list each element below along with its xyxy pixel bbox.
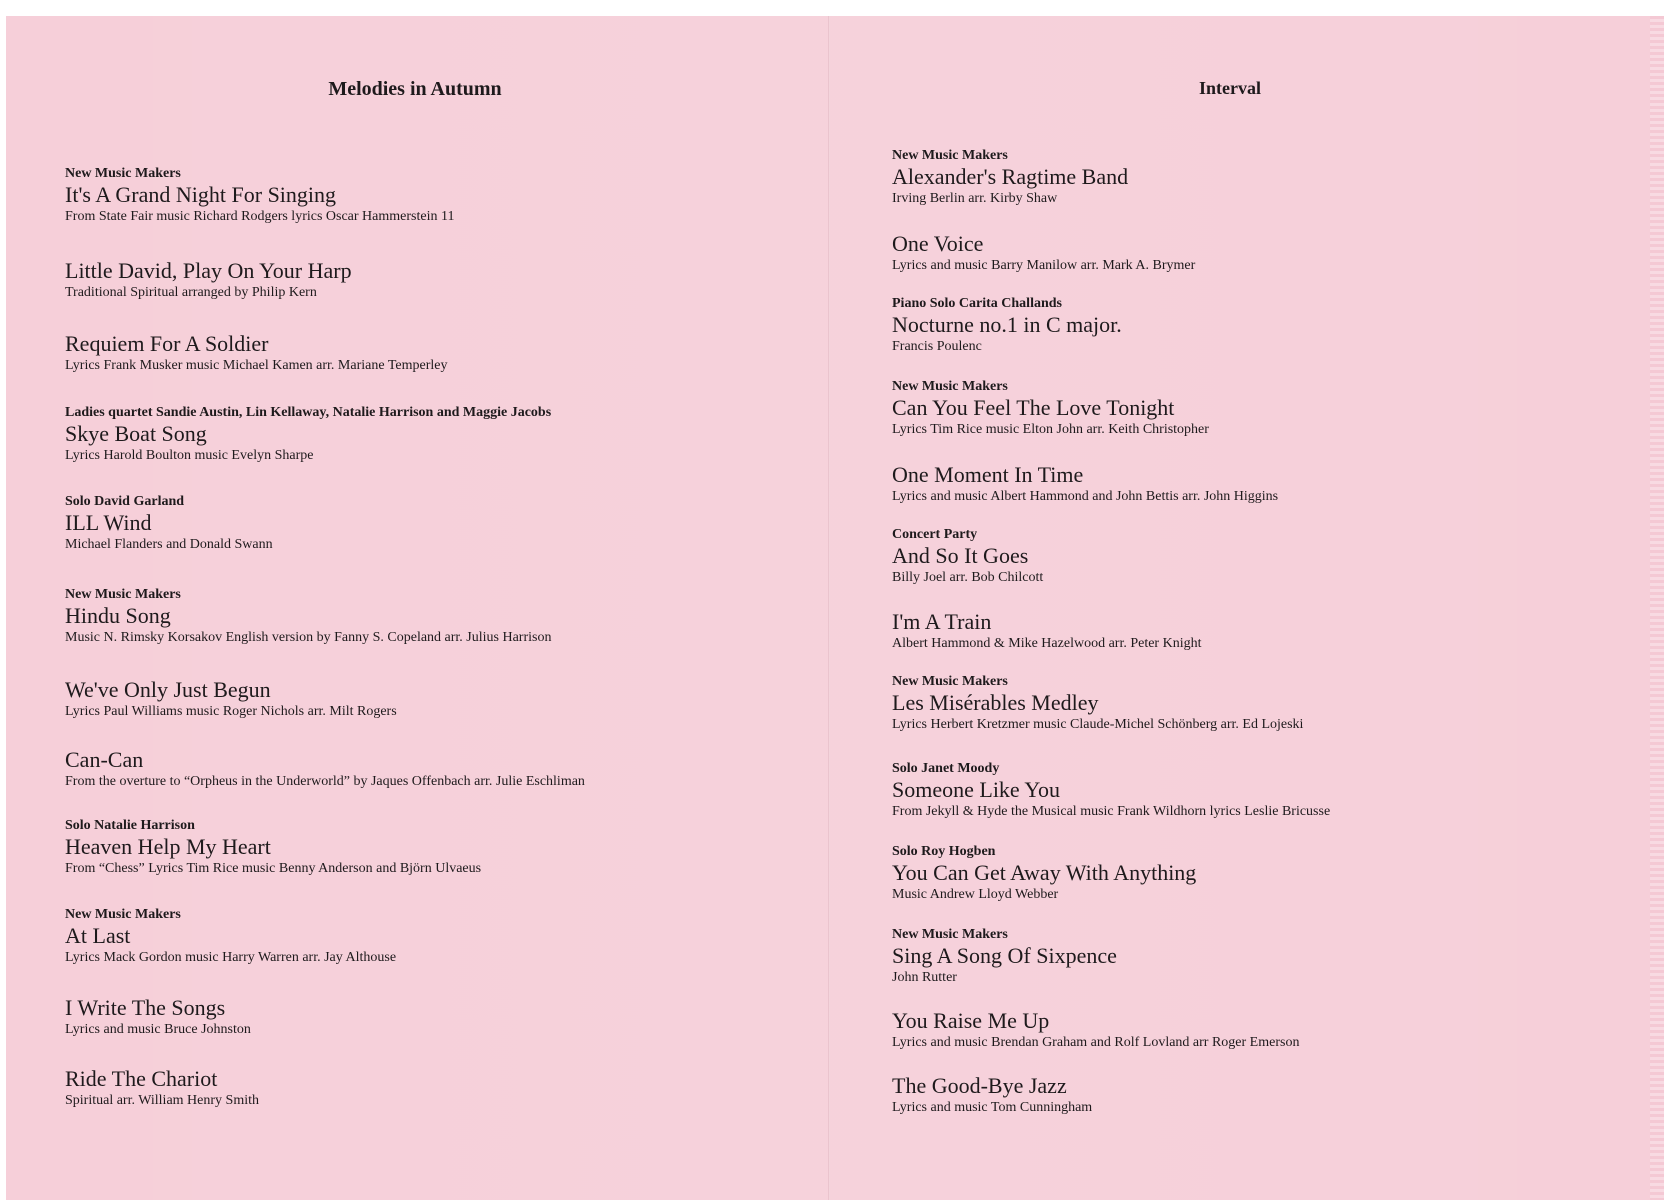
performer: Piano Solo Carita Challands <box>892 296 1062 311</box>
piece-credit: Lyrics Herbert Kretzmer music Claude-Michel Schönberg arr. Ed Lojeski <box>892 717 1304 732</box>
piece-title: I'm A Train <box>892 609 992 634</box>
piece-credit: From State Fair music Richard Rodgers lyrics Oscar Hammerstein 11 <box>65 209 455 224</box>
right-heading: Interval <box>1199 78 1261 98</box>
piece-credit: John Rutter <box>892 970 957 985</box>
piece-title: It's A Grand Night For Singing <box>65 182 337 207</box>
performer: New Music Makers <box>65 907 181 922</box>
programme-item <box>892 526 1043 586</box>
programme-item <box>892 147 1128 207</box>
programme-item <box>65 677 397 720</box>
left-heading: Melodies in Autumn <box>328 78 502 100</box>
piece-title: Sing A Song Of Sixpence <box>892 943 1117 968</box>
piece-title: Skye Boat Song <box>65 421 207 446</box>
piece-title: I Write The Songs <box>65 995 226 1020</box>
piece-credit: Billy Joel arr. Bob Chilcott <box>892 570 1044 585</box>
piece-credit: Francis Poulenc <box>892 339 982 354</box>
piece-title: ILL Wind <box>65 510 152 535</box>
piece-title: Someone Like You <box>892 777 1061 802</box>
piece-credit: Lyrics Harold Boulton music Evelyn Sharpe <box>65 448 314 463</box>
programme-item <box>65 258 352 301</box>
piece-credit: Spiritual arr. William Henry Smith <box>65 1093 259 1108</box>
programme-item <box>65 995 251 1038</box>
performer: New Music Makers <box>892 379 1008 394</box>
programme-item <box>892 609 1201 652</box>
performer: Solo David Garland <box>65 494 185 509</box>
programme-item <box>65 747 585 790</box>
piece-title: One Moment In Time <box>892 462 1084 487</box>
piece-title: We've Only Just Begun <box>65 677 271 702</box>
piece-title: You Can Get Away With Anything <box>892 860 1197 885</box>
piece-title: Can-Can <box>65 747 144 772</box>
piece-credit: Lyrics and music Brendan Graham and Rolf Lovland arr Roger Emerson <box>892 1035 1300 1050</box>
piece-title: Heaven Help My Heart <box>65 834 271 859</box>
piece-title: Can You Feel The Love Tonight <box>892 395 1175 420</box>
piece-credit: Lyrics and music Barry Manilow arr. Mark A. Brymer <box>892 258 1196 273</box>
programme-item <box>892 843 1196 903</box>
piece-credit: Lyrics Paul Williams music Roger Nichols arr. Milt Rogers <box>65 704 397 719</box>
performer: New Music Makers <box>892 927 1008 942</box>
programme-item <box>892 378 1209 438</box>
programme-item <box>65 906 396 966</box>
programme-item <box>65 493 273 553</box>
performer: Solo Roy Hogben <box>892 844 996 859</box>
piece-title: Hindu Song <box>65 603 171 628</box>
programme-item <box>65 817 481 877</box>
programme-item <box>65 165 454 225</box>
programme-item <box>892 673 1303 733</box>
piece-title: You Raise Me Up <box>892 1008 1050 1033</box>
performer: Solo Natalie Harrison <box>65 818 195 833</box>
piece-title: One Voice <box>892 231 984 256</box>
piece-title: And So It Goes <box>892 543 1029 568</box>
piece-credit: Lyrics and music Tom Cunningham <box>892 1100 1093 1115</box>
piece-credit: From the overture to “Orpheus in the Underworld” by Jaques Offenbach arr. Julie Eschliman <box>65 774 585 789</box>
performer: Solo Janet Moody <box>892 761 1000 776</box>
programme-item <box>65 586 551 646</box>
piece-credit: From “Chess” Lyrics Tim Rice music Benny Anderson and Björn Ulvaeus <box>65 861 482 876</box>
performer: Concert Party <box>892 527 978 542</box>
piece-title: Nocturne no.1 in C major. <box>892 312 1122 337</box>
piece-title: Little David, Play On Your Harp <box>65 258 352 283</box>
piece-credit: Lyrics Tim Rice music Elton John arr. Keith Christopher <box>892 422 1209 437</box>
performer: Ladies quartet Sandie Austin, Lin Kellaway, Natalie Harrison and Maggie Jacobs <box>65 405 552 420</box>
programme-item <box>892 1073 1092 1116</box>
piece-credit: Irving Berlin arr. Kirby Shaw <box>892 191 1058 206</box>
performer: New Music Makers <box>65 166 181 181</box>
piece-title: Les Misérables Medley <box>892 690 1099 715</box>
piece-title: Alexander's Ragtime Band <box>892 164 1129 189</box>
performer: New Music Makers <box>892 148 1008 163</box>
piece-title: The Good-Bye Jazz <box>892 1073 1067 1098</box>
piece-credit: Lyrics Frank Musker music Michael Kamen arr. Mariane Temperley <box>65 358 448 373</box>
programme-item <box>892 462 1278 505</box>
piece-credit: Lyrics and music Albert Hammond and John Bettis arr. John Higgins <box>892 489 1279 504</box>
programme-item <box>892 760 1330 820</box>
programme-item <box>892 1008 1299 1051</box>
programme-item <box>892 231 1195 274</box>
piece-credit: Music N. Rimsky Korsakov English version by Fanny S. Copeland arr. Julius Harrison <box>65 630 552 645</box>
programme-item <box>892 926 1117 986</box>
programme-item <box>892 295 1122 355</box>
piece-credit: Lyrics Mack Gordon music Harry Warren arr. Jay Althouse <box>65 950 397 965</box>
piece-title: Ride The Chariot <box>65 1066 218 1091</box>
piece-credit: From Jekyll & Hyde the Musical music Frank Wildhorn lyrics Leslie Bricusse <box>892 804 1331 819</box>
piece-credit: Music Andrew Lloyd Webber <box>892 887 1059 902</box>
piece-credit: Albert Hammond & Mike Hazelwood arr. Peter Knight <box>892 636 1202 651</box>
programme-item <box>65 1066 259 1109</box>
piece-credit: Lyrics and music Bruce Johnston <box>65 1022 251 1037</box>
performer: New Music Makers <box>65 587 181 602</box>
piece-title: At Last <box>65 923 131 948</box>
programme-item <box>65 404 551 464</box>
paper-edge <box>1650 16 1664 1200</box>
piece-title: Requiem For A Soldier <box>65 331 269 356</box>
piece-credit: Traditional Spiritual arranged by Philip Kern <box>65 285 317 300</box>
centre-fold <box>828 16 830 1200</box>
performer: New Music Makers <box>892 674 1008 689</box>
programme-item <box>65 331 447 374</box>
piece-credit: Michael Flanders and Donald Swann <box>65 537 273 552</box>
